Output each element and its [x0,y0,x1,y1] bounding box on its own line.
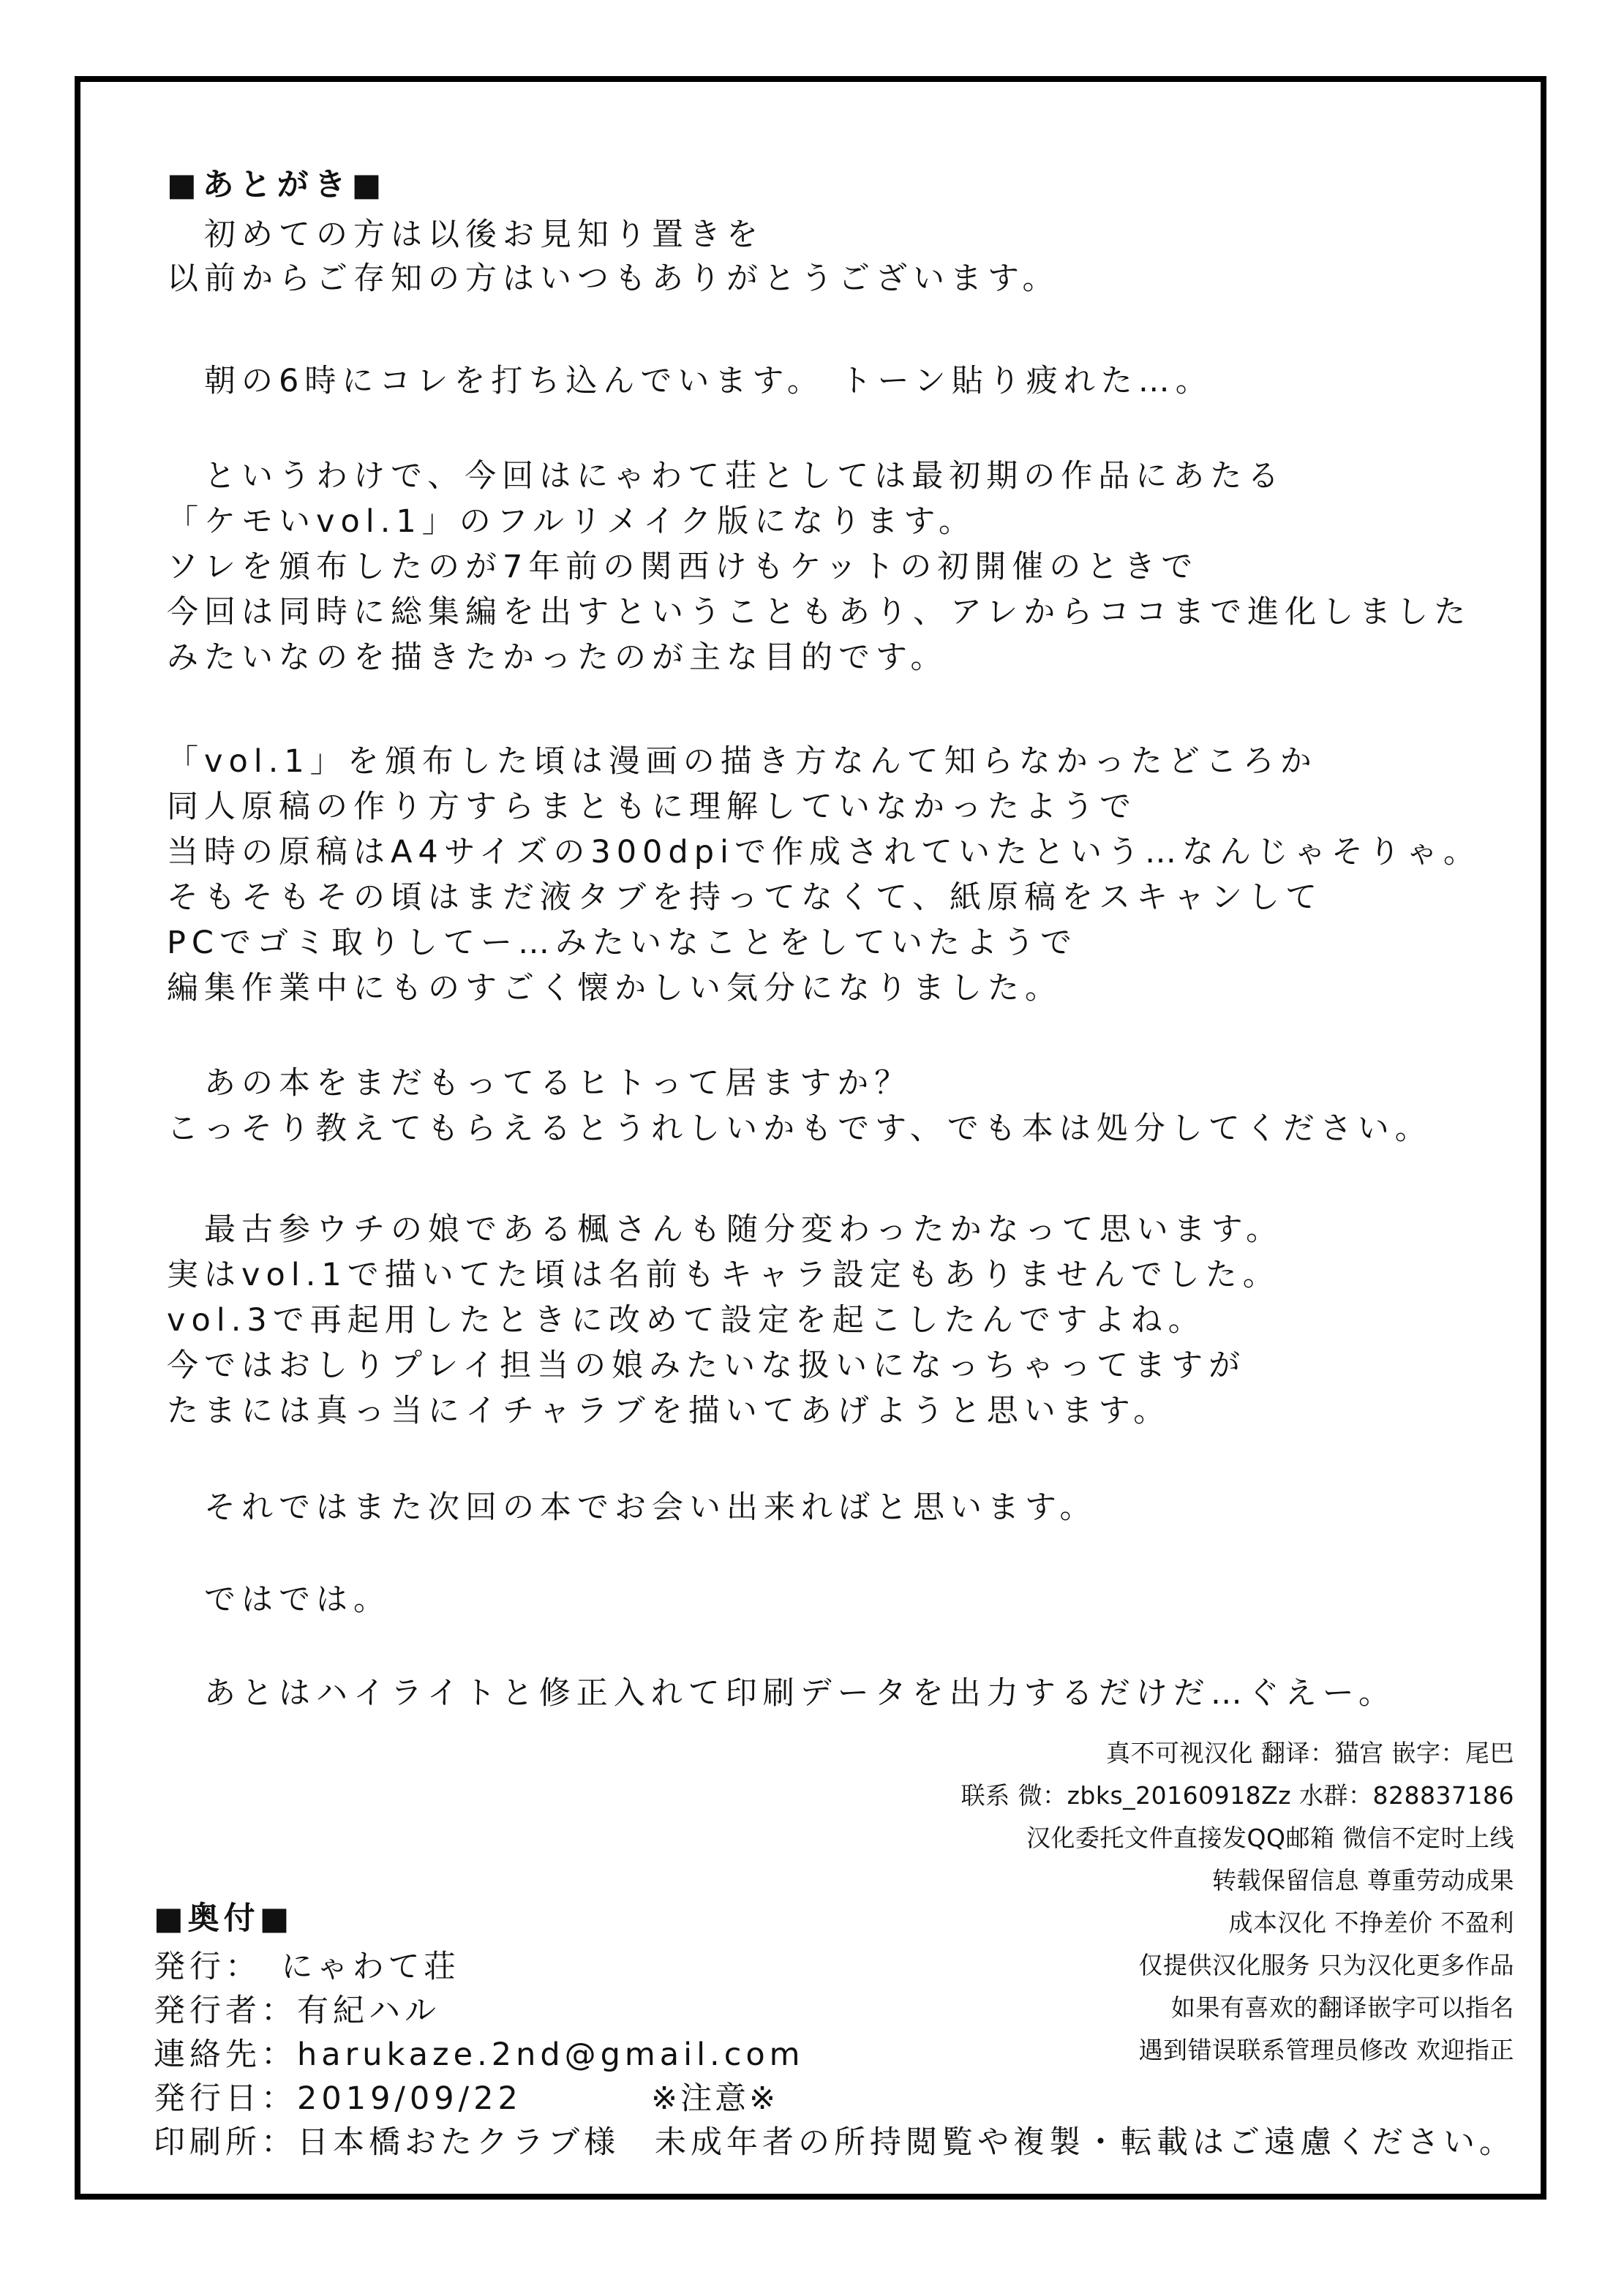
afterword-line: こっそり教えてもらえるとうれしいかもです、でも本は処分してください。 [167,1110,1432,1147]
colophon-row-date: 発行日：2019/09/22 [154,2080,522,2117]
afterword-line: あの本をまだもってるヒトって居ますか？ [167,1065,912,1102]
afterword-line: 今回は同時に総集編を出すということもあり、アレからココまで進化しました [167,594,1472,631]
credit-line: 汉化委托文件直接发QQ邮箱 微信不定时上线 [1026,1824,1514,1852]
afterword-line: 最古参ウチの娘である楓さんも随分変わったかなって思います。 [167,1211,1284,1248]
afterword-line: 実はvol.1で描いてた頃は名前もキャラ設定もありませんでした。 [167,1257,1280,1293]
afterword-line: 「vol.1」を頒布した頃は漫画の描き方なんて知らなかったどころか [167,743,1317,780]
afterword-line: それではまた次回の本でお会い出来ればと思います。 [167,1489,1097,1526]
afterword-line: というわけで、今回はにゃわて荘としては最初期の作品にあたる [167,458,1285,494]
afterword-line: 初めての方は以後お見知り置きを [167,217,764,253]
colophon-row-issuer: 発行者：有紀ハル [154,1993,440,2029]
afterword-line: ソレを頒布したのが7年前の関西けもケットの初開催のときで [167,549,1199,585]
notice-text: 未成年者の所持閲覧や複製・転載はご遠慮ください。 [655,2124,1515,2161]
colophon-row-printer: 印刷所：日本橋おたクラブ様 [154,2124,620,2161]
credit-line: 如果有喜欢的翻译嵌字可以指名 [1171,1993,1514,2022]
afterword-line: 今ではおしりプレイ担当の娘みたいな扱いになっちゃってますが [167,1347,1247,1384]
credit-line: 转载保留信息 尊重劳动成果 [1212,1866,1514,1895]
afterword-line: みたいなのを描きたかったのが主な目的です。 [167,639,948,676]
credit-line: 真不可视汉化 翻译：猫宫 嵌字：尾巴 [1106,1739,1514,1767]
colophon-heading: ■奥付■ [154,1900,294,1937]
afterword-line: あとはハイライトと修正入れて印刷データを出力するだけだ…ぐえー。 [167,1675,1396,1712]
afterword-line: 以前からご存知の方はいつもありがとうございます。 [167,260,1060,297]
afterword-line: vol.3で再起用したときに改めて設定を起こしたんですよね。 [167,1302,1206,1339]
credit-line: 成本汉化 不挣差价 不盈利 [1228,1908,1514,1937]
colophon-row-publisher: 発行： にゃわて荘 [154,1949,460,1985]
afterword-line: 同人原稿の作り方すらまともに理解していなかったようで [167,789,1137,825]
afterword-line: たまには真っ当にイチャラブを描いてあげようと思います。 [167,1393,1171,1429]
afterword-line: 「ケモいvol.1」のフルリメイク版になります。 [167,503,976,540]
credit-line: 仅提供汉化服务 只为汉化更多作品 [1138,1951,1514,1979]
credit-line: 联系 微：zbks_20160918Zz 水群：828837186 [961,1781,1514,1810]
afterword-line: PCでゴミ取りしてー…みたいなことをしていたようで [167,925,1078,961]
notice-title: ※注意※ [651,2080,779,2117]
afterword-line: 朝の6時にコレを打ち込んでいます。 トーン貼り疲れた…。 [167,363,1213,399]
afterword-line: 編集作業中にものすごく懐かしい気分になりました。 [167,970,1062,1007]
afterword-line: 当時の原稿はA4サイズの300dpiで作成されていたという…なんじゃそりゃ。 [167,834,1481,870]
afterword-heading: ■あとがき■ [167,167,388,203]
afterword-line: ではでは。 [167,1581,391,1618]
afterword-line: そもそもその頃はまだ液タブを持ってなくて、紙原稿をスキャンして [167,879,1323,916]
colophon-row-contact: 連絡先：harukaze.2nd@gmail.com [154,2036,805,2073]
credit-line: 遇到错误联系管理员修改 欢迎指正 [1138,2036,1514,2064]
